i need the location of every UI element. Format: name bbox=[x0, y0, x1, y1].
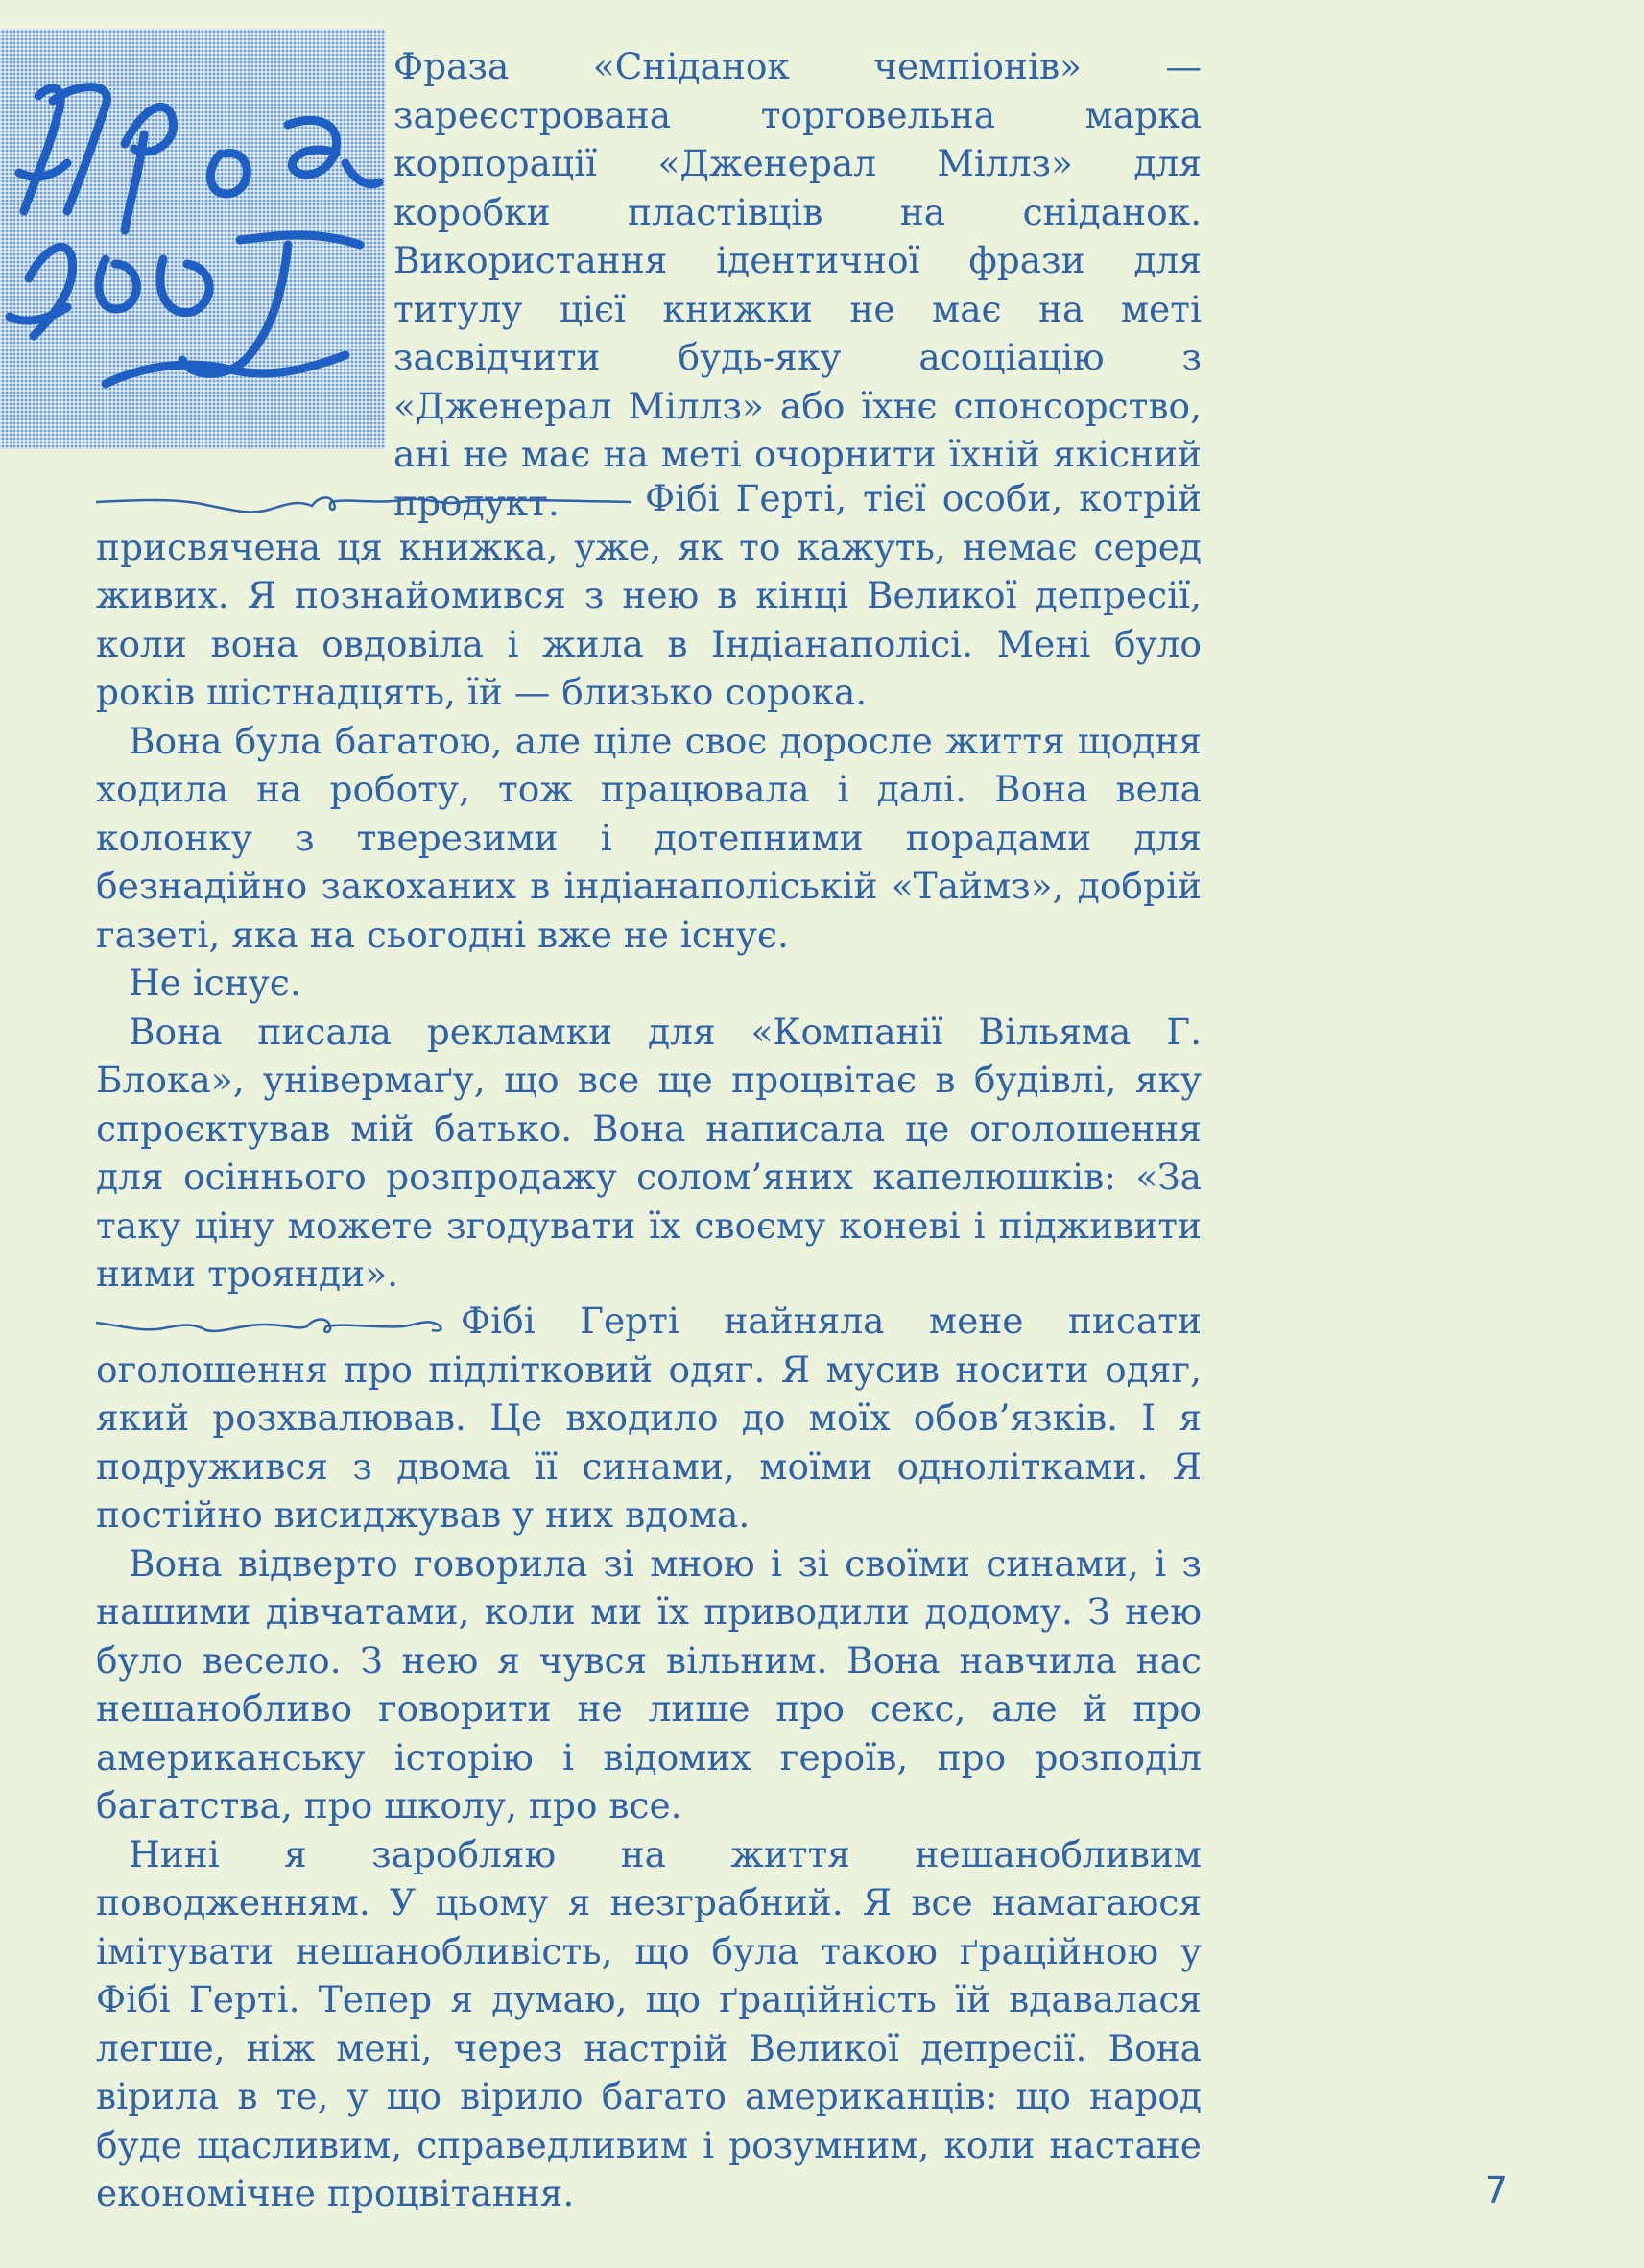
section2-paragraph-1: Фібі Герті найняла мене писати оголошення про підлітковий одяг. Я мусив носити одяг, який розхвалював. Це входило до моїх обов’язків. І я подружився з двома її синами, моїми однолітками. Я постійно висиджував у них вдома. bbox=[96, 1300, 1202, 1536]
section1-paragraph-3: Не існує. bbox=[129, 962, 301, 1004]
squiggle-divider-icon bbox=[96, 1305, 447, 1344]
handwritten-emblem bbox=[0, 29, 386, 449]
squiggle-divider-icon bbox=[96, 483, 631, 521]
section2-paragraph-3: Нині я заробляю на життя нешанобливим поводженням. У цьому я незграбний. Я все намагаюся імітувати нешанобливість, що була такою ґраційною у Фібі Герті. Тепер я думаю, що ґраційність їй вдавалася легше, ніж мені, через настрій Великої депресії. Вона вірила в те, у що вірило багато американців: що народ буде щасливим, справедливим і розумним, коли настане економічне процвітання. bbox=[96, 1832, 1202, 2214]
page-number: 7 bbox=[1484, 2169, 1508, 2211]
dedication-section bbox=[96, 474, 1202, 1299]
memoir-section bbox=[96, 1297, 1202, 2218]
section1-paragraph-2: Вона була багатою, але ціле своє доросле життя щодня ходила на роботу, тож працювала і далі. Вона вела колонку з тверезими і дотепними порадами для безнадійно закоханих в індіанаполіській «Таймз», добрій газеті, яка на сьогодні вже не існує. bbox=[96, 719, 1202, 956]
disclaimer-paragraph: Фраза «Сніданок чемпіонів» — зареєстрована торговельна марка корпорації «Дженерал Міллз» для коробки пластівців на сніданок. Використання ідентичної фрази для титулу цієї книжки не має на меті засвідчити будь-яку асоціацію з «Дженерал Міллз» або їхнє спонсорство, ані не має на меті очорнити їхній якісний продукт. bbox=[393, 45, 1202, 524]
section1-paragraph-4: Вона писала рекламки для «Компанії Вільяма Г. Блока», універмаґу, що все ще процвітає в будівлі, яку спроєктував мій батько. Вона написала це оголошення для осіннього розпродажу солом’яних капелюшків: «За таку ціну можете згодувати їх своєму коневі і підживити ними троянди». bbox=[96, 1010, 1202, 1295]
handwritten-emblem-icon bbox=[0, 29, 386, 449]
section1-paragraph-1: Фібі Герті, тієї особи, котрій присвячена ця книжка, уже, як то кажуть, немає серед живих. Я познайомився з нею в кінці Великої депресії, коли вона овдовіла і жила в Індіанаполісі. Мені було років шістнадцять, їй — близько сорока. bbox=[96, 477, 1202, 713]
section2-paragraph-2: Вона відверто говорила зі мною і зі своїми синами, і з нашими дівчатами, коли ми їх приводили додому. З нею було весело. З нею я чувся вільним. Вона навчила нас нешанобливо говорити не лише про секс, але й про американську історію і відомих героїв, про розподіл багатства, про школу, про все. bbox=[96, 1541, 1202, 1826]
